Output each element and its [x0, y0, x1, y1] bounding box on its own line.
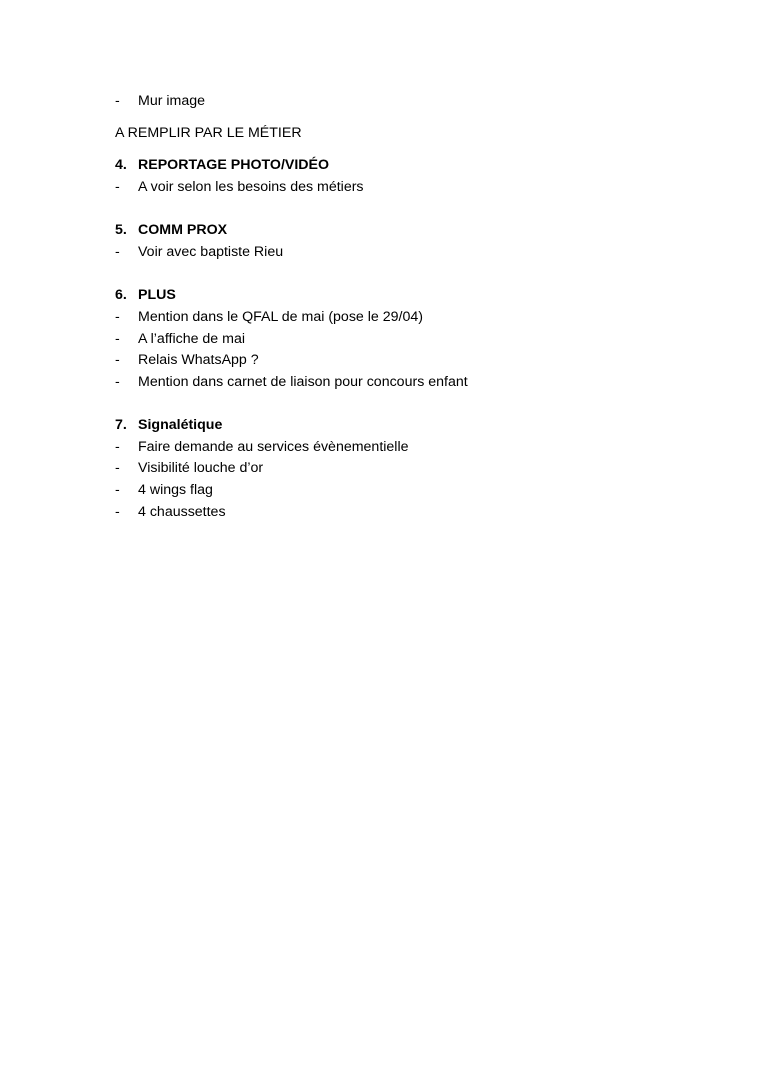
section-heading	[115, 415, 675, 437]
list-item	[115, 372, 675, 394]
list-item-text: Mur image	[138, 93, 206, 109]
list-item-text: Faire demande au services évènementielle	[138, 438, 409, 455]
section-number: 6.	[115, 287, 127, 304]
list-item	[115, 350, 675, 372]
section-number: 7.	[115, 417, 127, 434]
section-number: 5.	[115, 222, 127, 239]
bullet-dash: -	[115, 308, 120, 325]
list-item-text: 4 wings flag	[138, 482, 213, 499]
list-item	[115, 91, 675, 113]
bullet-dash: -	[115, 460, 120, 477]
list-item	[115, 502, 675, 524]
section-title: PLUS	[138, 287, 176, 304]
bullet-dash: -	[115, 93, 120, 109]
bullet-dash: -	[115, 179, 120, 196]
bullet-dash: -	[115, 482, 120, 499]
section-title: Signalétique	[138, 417, 223, 434]
bullet-dash: -	[115, 352, 120, 369]
list-item	[115, 242, 675, 264]
section-title: COMM PROX	[138, 222, 228, 239]
bullet-dash: -	[115, 243, 120, 260]
list-item-text: Mention dans carnet de liaison pour concours enfant	[138, 373, 468, 390]
fill-note: A REMPLIR PAR LE MÉTIER	[115, 125, 302, 142]
section-number: 4.	[115, 157, 127, 174]
list-item	[115, 307, 675, 329]
list-item	[115, 329, 675, 351]
list-item-text: Mention dans le QFAL de mai (pose le 29/04)	[138, 308, 423, 325]
list-item-text: A l’affiche de mai	[138, 330, 245, 347]
bullet-dash: -	[115, 438, 120, 455]
list-item-text: Voir avec baptiste Rieu	[138, 243, 284, 260]
section-heading	[115, 285, 675, 307]
section-heading	[115, 220, 675, 242]
bullet-dash: -	[115, 373, 120, 390]
bullet-dash: -	[115, 503, 120, 520]
list-item-text: Visibilité louche d’or	[138, 460, 264, 477]
list-item	[115, 458, 675, 480]
list-item-text: Relais WhatsApp ?	[138, 352, 259, 369]
list-item-text: A voir selon les besoins des métiers	[138, 179, 364, 196]
bullet-dash: -	[115, 330, 120, 347]
section-heading	[115, 155, 675, 177]
list-item	[115, 480, 675, 502]
document-body	[115, 91, 675, 524]
list-item	[115, 177, 675, 199]
list-item-text: 4 chaussettes	[138, 503, 226, 520]
list-item	[115, 437, 675, 459]
section-title: REPORTAGE PHOTO/VIDÉO	[138, 157, 330, 174]
